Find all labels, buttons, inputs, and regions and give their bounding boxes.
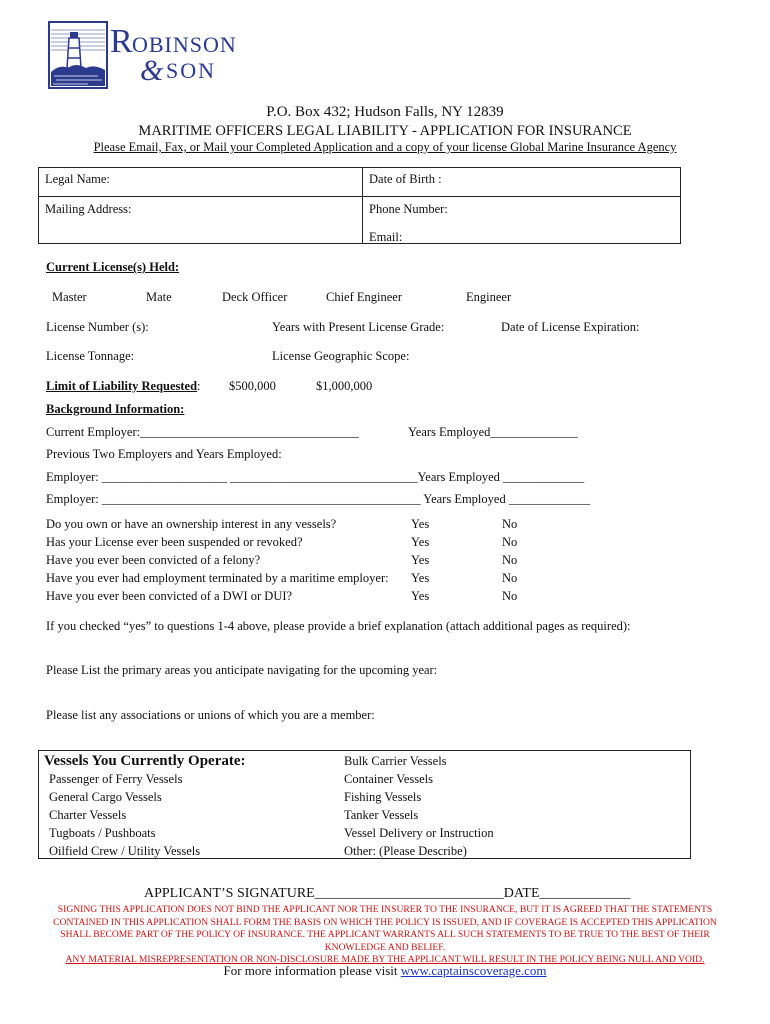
license-type-deck-officer[interactable]: Deck Officer	[222, 290, 288, 304]
vessel-option[interactable]: Other: (Please Describe)	[344, 844, 467, 858]
vessel-option[interactable]: Container Vessels	[344, 772, 433, 786]
website-link[interactable]: www.captainscoverage.com	[400, 963, 547, 978]
page-title: MARITIME OFFICERS LEGAL LIABILITY - APPLICATION FOR INSURANCE	[138, 123, 632, 139]
svg-text:R: R	[110, 23, 133, 60]
footer-text: For more information please visit	[223, 963, 401, 978]
answer-yes[interactable]: Yes	[411, 571, 430, 585]
legal-name-field[interactable]: Legal Name:	[45, 172, 110, 186]
answer-yes[interactable]: Yes	[411, 535, 430, 549]
answer-no[interactable]: No	[502, 589, 518, 603]
vessel-option[interactable]: Vessel Delivery or Instruction	[344, 826, 494, 840]
vessels-box	[38, 750, 691, 859]
background-heading: Background Information:	[46, 402, 185, 416]
phone-number-field[interactable]: Phone Number:	[369, 202, 448, 216]
answer-no[interactable]: No	[502, 553, 518, 567]
liability-option-1m[interactable]: $1,000,000	[316, 379, 373, 393]
associations-prompt: Please list any associations or unions of which you are a member:	[46, 708, 375, 722]
disclaimer-line: CONTAINED IN THIS APPLICATION SHALL FORM THE BASIS ON WHICH THE POLICY IS ISSUED, AND IF COVERAGE IS ACCEPTED THIS APPLICATION	[53, 916, 717, 928]
vessel-option[interactable]: Fishing Vessels	[344, 790, 422, 804]
vessel-option[interactable]: Passenger of Ferry Vessels	[49, 772, 183, 786]
years-license-grade-field[interactable]: Years with Present License Grade:	[272, 320, 445, 334]
answer-no[interactable]: No	[502, 571, 518, 585]
answer-yes[interactable]: Yes	[411, 517, 430, 531]
license-expiration-field[interactable]: Date of License Expiration:	[501, 320, 640, 334]
license-heading: Current License(s) Held:	[46, 260, 180, 274]
license-type-engineer[interactable]: Engineer	[466, 290, 512, 304]
disclaimer-line: SIGNING THIS APPLICATION DOES NOT BIND THE APPLICANT NOR THE INSURER TO THE INSURANCE, BUT IT IS AGREED THAT THE STATEMENTS	[57, 904, 713, 915]
question-text: Have you ever had employment terminated by a maritime employer:	[46, 571, 389, 585]
disclaimer-line: SHALL BECOME PART OF THE POLICY OF INSURANCE. THE APPLICANT WARRANTS ALL SUCH STATEMENTS TO BE TRUE TO THE BEST OF THEIR	[60, 929, 710, 940]
date-of-birth-field[interactable]: Date of Birth :	[369, 172, 442, 186]
disclaimer-line: KNOWLEDGE AND BELIEF.	[324, 941, 446, 953]
answer-yes[interactable]: Yes	[411, 589, 430, 603]
vessel-option[interactable]: Oilfield Crew / Utility Vessels	[49, 844, 201, 858]
question-text: Do you own or have an ownership interest in any vessels?	[46, 517, 337, 531]
employer-line-2[interactable]: Employer: ___________________________________________________ Years Employed _____________	[46, 492, 591, 506]
vessel-option[interactable]: Tugboats / Pushboats	[49, 826, 156, 840]
question-text: Have you ever been convicted of a felony?	[46, 553, 261, 567]
question-text: Has your License ever been suspended or revoked?	[46, 535, 303, 549]
license-type-master[interactable]: Master	[52, 290, 87, 304]
license-scope-field[interactable]: License Geographic Scope:	[272, 349, 410, 363]
logo-wordmark-top: OBINSON	[132, 32, 237, 57]
liability-option-500k[interactable]: $500,000	[229, 379, 276, 393]
disclaimer-text	[30, 904, 740, 967]
license-type-mate[interactable]: Mate	[146, 290, 172, 304]
signature-line[interactable]: APPLICANT’S SIGNATURE___________________________DATE_____________	[144, 886, 631, 901]
answer-no[interactable]: No	[502, 517, 518, 531]
email-field[interactable]: Email:	[369, 230, 403, 244]
logo-wordmark-bottom: SON	[166, 58, 217, 83]
liability-label: Limit of Liability Requested:	[46, 379, 201, 393]
vessel-option[interactable]: Tanker Vessels	[344, 808, 419, 822]
license-tonnage-field[interactable]: License Tonnage:	[46, 349, 135, 363]
company-address: P.O. Box 432; Hudson Falls, NY 12839	[266, 104, 504, 120]
applicant-info-box	[38, 167, 681, 244]
footer	[0, 963, 770, 979]
lighthouse-logo-icon	[48, 20, 250, 90]
years-employed-field[interactable]: Years Employed______________	[408, 425, 578, 439]
svg-text:&: &	[140, 54, 164, 87]
license-type-chief-engineer[interactable]: Chief Engineer	[326, 290, 403, 304]
mailing-address-field[interactable]: Mailing Address:	[45, 202, 132, 216]
license-number-field[interactable]: License Number (s):	[46, 320, 149, 334]
question-text: Have you ever been convicted of a DWI or DUI?	[46, 589, 293, 603]
vessels-heading: Vessels You Currently Operate:	[44, 753, 246, 769]
vessel-option[interactable]: Charter Vessels	[49, 808, 127, 822]
answer-no[interactable]: No	[502, 535, 518, 549]
previous-employers-label: Previous Two Employers and Years Employed:	[46, 447, 282, 461]
vessel-option[interactable]: General Cargo Vessels	[49, 790, 162, 804]
vessel-option[interactable]: Bulk Carrier Vessels	[344, 754, 447, 768]
answer-yes[interactable]: Yes	[411, 553, 430, 567]
explanation-prompt: If you checked “yes” to questions 1-4 above, please provide a brief explanation (attach additional pages as required):	[46, 619, 631, 633]
misrepresentation-warning: ANY MATERIAL MISREPRESENTATION OR NON-DISCLOSURE MADE BY THE APPLICANT WILL RESULT IN THE POLICY BEING NULL AND VOID.	[65, 954, 705, 965]
company-logo	[48, 20, 250, 90]
submission-instructions: Please Email, Fax, or Mail your Completed Application and a copy of your license Global Marine Insurance Agency	[93, 140, 677, 154]
navigation-areas-prompt: Please List the primary areas you anticipate navigating for the upcoming year:	[46, 663, 438, 677]
employer-line-1[interactable]: Employer: ____________________ ______________________________Years Employed _____________	[46, 470, 585, 484]
current-employer-field[interactable]: Current Employer:___________________________________	[46, 425, 359, 439]
